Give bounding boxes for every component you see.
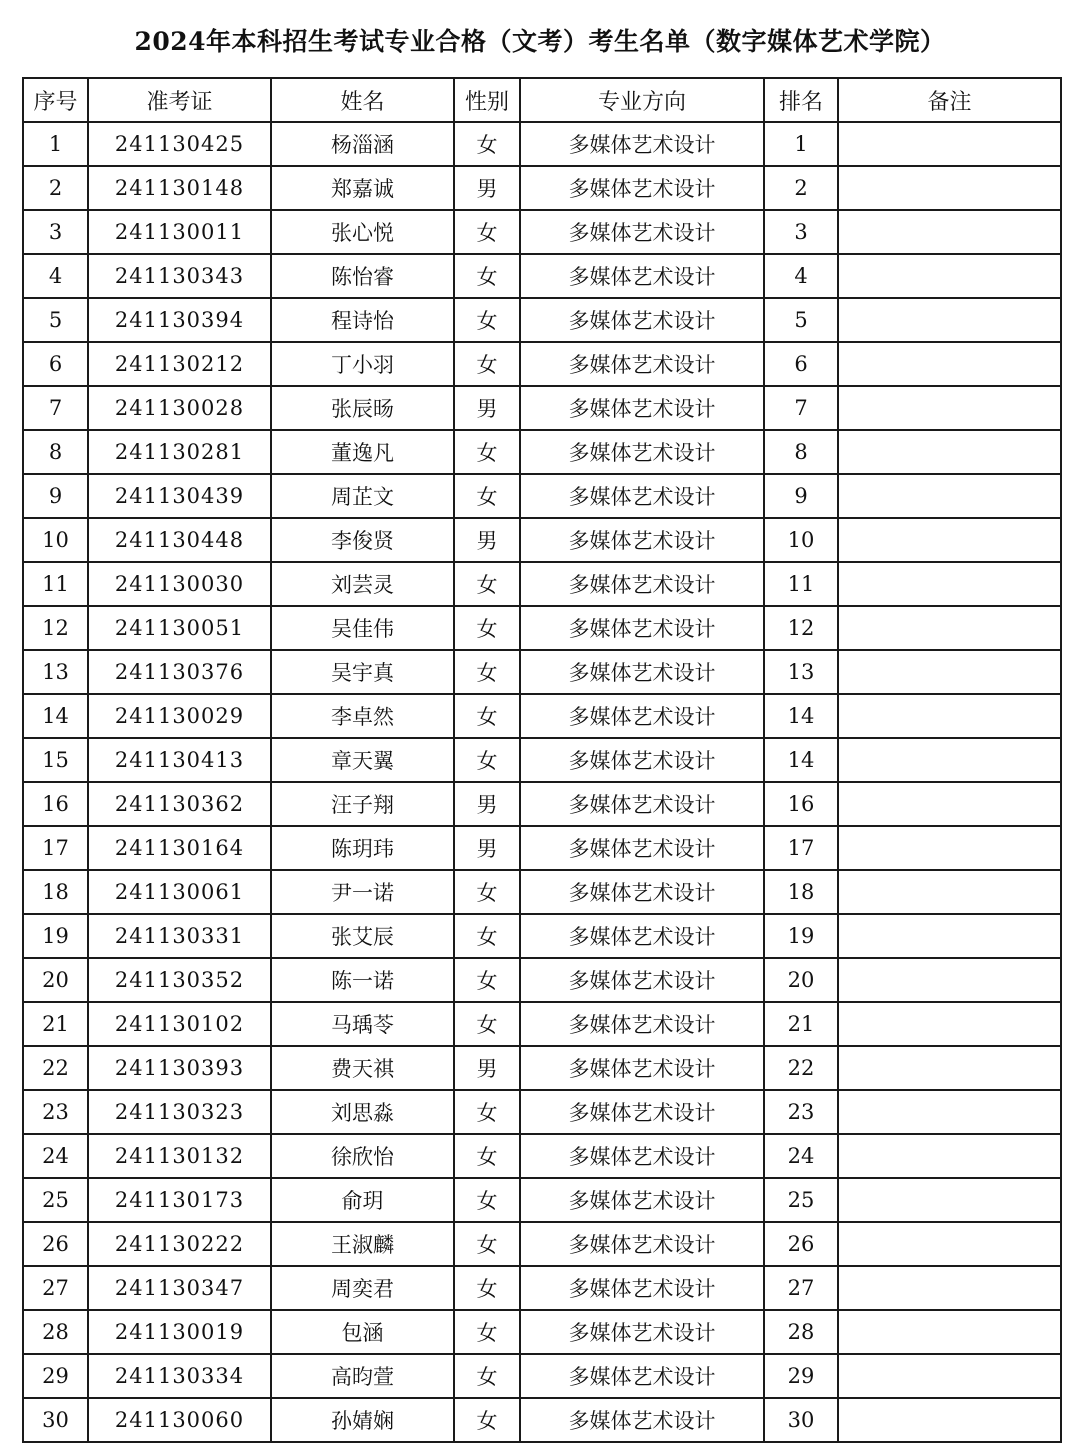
cell-rank: 14 [764, 694, 838, 738]
table-row [23, 914, 1061, 958]
cell-name: 李卓然 [271, 694, 454, 738]
cell-rank: 1 [764, 122, 838, 166]
cell-seq: 30 [23, 1398, 88, 1442]
cell-seq: 26 [23, 1222, 88, 1266]
table-row [23, 782, 1061, 826]
cell-name: 陈玥玮 [271, 826, 454, 870]
cell-major: 多媒体艺术设计 [520, 1046, 764, 1090]
cell-note [838, 1090, 1061, 1134]
cell-note [838, 1134, 1061, 1178]
table-row [23, 298, 1061, 342]
cell-exam-id: 241130376 [88, 650, 271, 694]
cell-major: 多媒体艺术设计 [520, 1134, 764, 1178]
cell-major: 多媒体艺术设计 [520, 210, 764, 254]
cell-exam-id: 241130148 [88, 166, 271, 210]
cell-gender: 女 [454, 606, 520, 650]
cell-major: 多媒体艺术设计 [520, 430, 764, 474]
cell-major: 多媒体艺术设计 [520, 122, 764, 166]
cell-name: 俞玥 [271, 1178, 454, 1222]
header-gender: 性别 [454, 78, 520, 122]
cell-note [838, 254, 1061, 298]
table-row [23, 386, 1061, 430]
cell-exam-id: 241130028 [88, 386, 271, 430]
cell-seq: 21 [23, 1002, 88, 1046]
cell-major: 多媒体艺术设计 [520, 474, 764, 518]
cell-gender: 女 [454, 694, 520, 738]
cell-rank: 20 [764, 958, 838, 1002]
cell-seq: 19 [23, 914, 88, 958]
cell-exam-id: 241130331 [88, 914, 271, 958]
cell-exam-id: 241130060 [88, 1398, 271, 1442]
cell-name: 费天祺 [271, 1046, 454, 1090]
cell-rank: 23 [764, 1090, 838, 1134]
cell-major: 多媒体艺术设计 [520, 606, 764, 650]
table-row [23, 1090, 1061, 1134]
table-body [23, 122, 1061, 1442]
cell-seq: 4 [23, 254, 88, 298]
cell-note [838, 1310, 1061, 1354]
cell-gender: 女 [454, 958, 520, 1002]
cell-rank: 19 [764, 914, 838, 958]
cell-gender: 女 [454, 1090, 520, 1134]
cell-seq: 22 [23, 1046, 88, 1090]
cell-exam-id: 241130448 [88, 518, 271, 562]
cell-gender: 女 [454, 1002, 520, 1046]
table-row [23, 694, 1061, 738]
cell-gender: 男 [454, 782, 520, 826]
table-row [23, 1134, 1061, 1178]
cell-gender: 女 [454, 1178, 520, 1222]
cell-gender: 女 [454, 1354, 520, 1398]
cell-gender: 男 [454, 386, 520, 430]
cell-major: 多媒体艺术设计 [520, 518, 764, 562]
cell-rank: 17 [764, 826, 838, 870]
cell-note [838, 782, 1061, 826]
cell-seq: 23 [23, 1090, 88, 1134]
cell-seq: 25 [23, 1178, 88, 1222]
cell-seq: 8 [23, 430, 88, 474]
cell-major: 多媒体艺术设计 [520, 166, 764, 210]
cell-seq: 5 [23, 298, 88, 342]
cell-note [838, 1266, 1061, 1310]
table-row [23, 210, 1061, 254]
cell-major: 多媒体艺术设计 [520, 298, 764, 342]
cell-exam-id: 241130061 [88, 870, 271, 914]
cell-name: 吴佳伟 [271, 606, 454, 650]
header-note: 备注 [838, 78, 1061, 122]
cell-rank: 13 [764, 650, 838, 694]
cell-exam-id: 241130281 [88, 430, 271, 474]
cell-gender: 女 [454, 738, 520, 782]
cell-major: 多媒体艺术设计 [520, 254, 764, 298]
table-row [23, 606, 1061, 650]
header-major: 专业方向 [520, 78, 764, 122]
cell-seq: 12 [23, 606, 88, 650]
cell-exam-id: 241130343 [88, 254, 271, 298]
table-row [23, 254, 1061, 298]
cell-rank: 6 [764, 342, 838, 386]
header-name: 姓名 [271, 78, 454, 122]
cell-exam-id: 241130334 [88, 1354, 271, 1398]
cell-note [838, 694, 1061, 738]
cell-note [838, 650, 1061, 694]
cell-note [838, 210, 1061, 254]
table-row [23, 1222, 1061, 1266]
cell-major: 多媒体艺术设计 [520, 914, 764, 958]
cell-note [838, 1222, 1061, 1266]
cell-major: 多媒体艺术设计 [520, 1310, 764, 1354]
cell-seq: 24 [23, 1134, 88, 1178]
cell-name: 程诗怡 [271, 298, 454, 342]
cell-exam-id: 241130173 [88, 1178, 271, 1222]
cell-gender: 女 [454, 870, 520, 914]
cell-note [838, 342, 1061, 386]
cell-major: 多媒体艺术设计 [520, 1266, 764, 1310]
cell-exam-id: 241130051 [88, 606, 271, 650]
cell-name: 李俊贤 [271, 518, 454, 562]
cell-gender: 女 [454, 474, 520, 518]
cell-rank: 30 [764, 1398, 838, 1442]
cell-note [838, 518, 1061, 562]
cell-name: 孙婧娴 [271, 1398, 454, 1442]
cell-name: 陈一诺 [271, 958, 454, 1002]
cell-gender: 女 [454, 914, 520, 958]
table-row [23, 1354, 1061, 1398]
cell-exam-id: 241130323 [88, 1090, 271, 1134]
cell-major: 多媒体艺术设计 [520, 826, 764, 870]
cell-name: 王淑麟 [271, 1222, 454, 1266]
cell-seq: 1 [23, 122, 88, 166]
cell-gender: 女 [454, 298, 520, 342]
cell-note [838, 826, 1061, 870]
cell-gender: 女 [454, 1398, 520, 1442]
cell-major: 多媒体艺术设计 [520, 958, 764, 1002]
cell-rank: 26 [764, 1222, 838, 1266]
cell-gender: 女 [454, 254, 520, 298]
cell-seq: 11 [23, 562, 88, 606]
cell-note [838, 958, 1061, 1002]
cell-rank: 10 [764, 518, 838, 562]
cell-note [838, 1398, 1061, 1442]
candidate-table [22, 77, 1062, 1443]
table-row [23, 1310, 1061, 1354]
cell-exam-id: 241130132 [88, 1134, 271, 1178]
cell-major: 多媒体艺术设计 [520, 738, 764, 782]
table-row [23, 166, 1061, 210]
cell-note [838, 738, 1061, 782]
cell-gender: 女 [454, 1134, 520, 1178]
cell-seq: 13 [23, 650, 88, 694]
cell-rank: 8 [764, 430, 838, 474]
cell-seq: 18 [23, 870, 88, 914]
cell-seq: 14 [23, 694, 88, 738]
cell-note [838, 562, 1061, 606]
cell-exam-id: 241130164 [88, 826, 271, 870]
table-row [23, 826, 1061, 870]
cell-major: 多媒体艺术设计 [520, 782, 764, 826]
cell-exam-id: 241130362 [88, 782, 271, 826]
table-row [23, 430, 1061, 474]
table-row [23, 738, 1061, 782]
table-row [23, 122, 1061, 166]
table-row [23, 1398, 1061, 1442]
cell-gender: 男 [454, 826, 520, 870]
cell-rank: 27 [764, 1266, 838, 1310]
table-row [23, 562, 1061, 606]
cell-exam-id: 241130019 [88, 1310, 271, 1354]
cell-note [838, 474, 1061, 518]
cell-exam-id: 241130030 [88, 562, 271, 606]
cell-rank: 14 [764, 738, 838, 782]
cell-gender: 女 [454, 562, 520, 606]
table-header-row [23, 78, 1061, 122]
cell-rank: 24 [764, 1134, 838, 1178]
cell-major: 多媒体艺术设计 [520, 650, 764, 694]
cell-name: 杨淄涵 [271, 122, 454, 166]
cell-major: 多媒体艺术设计 [520, 694, 764, 738]
cell-major: 多媒体艺术设计 [520, 870, 764, 914]
cell-gender: 女 [454, 342, 520, 386]
cell-rank: 28 [764, 1310, 838, 1354]
cell-major: 多媒体艺术设计 [520, 1178, 764, 1222]
cell-rank: 22 [764, 1046, 838, 1090]
cell-rank: 25 [764, 1178, 838, 1222]
cell-note [838, 606, 1061, 650]
cell-rank: 9 [764, 474, 838, 518]
cell-gender: 女 [454, 1266, 520, 1310]
cell-name: 尹一诺 [271, 870, 454, 914]
cell-name: 董逸凡 [271, 430, 454, 474]
cell-exam-id: 241130413 [88, 738, 271, 782]
cell-gender: 女 [454, 210, 520, 254]
cell-name: 陈怡睿 [271, 254, 454, 298]
cell-seq: 2 [23, 166, 88, 210]
cell-note [838, 870, 1061, 914]
cell-exam-id: 241130212 [88, 342, 271, 386]
cell-rank: 5 [764, 298, 838, 342]
cell-note [838, 1178, 1061, 1222]
cell-name: 包涵 [271, 1310, 454, 1354]
table-row [23, 958, 1061, 1002]
cell-note [838, 1002, 1061, 1046]
table-row [23, 1002, 1061, 1046]
cell-exam-id: 241130352 [88, 958, 271, 1002]
cell-name: 周奕君 [271, 1266, 454, 1310]
header-seq: 序号 [23, 78, 88, 122]
cell-note [838, 430, 1061, 474]
cell-note [838, 166, 1061, 210]
cell-name: 汪子翔 [271, 782, 454, 826]
cell-rank: 2 [764, 166, 838, 210]
cell-name: 徐欣怡 [271, 1134, 454, 1178]
cell-major: 多媒体艺术设计 [520, 386, 764, 430]
cell-major: 多媒体艺术设计 [520, 1398, 764, 1442]
page-title: 2024年本科招生考试专业合格（文考）考生名单（数字媒体艺术学院） [134, 27, 946, 56]
cell-note [838, 1046, 1061, 1090]
cell-note [838, 914, 1061, 958]
cell-gender: 男 [454, 166, 520, 210]
cell-seq: 15 [23, 738, 88, 782]
cell-rank: 4 [764, 254, 838, 298]
cell-major: 多媒体艺术设计 [520, 1002, 764, 1046]
cell-rank: 16 [764, 782, 838, 826]
cell-exam-id: 241130439 [88, 474, 271, 518]
cell-name: 丁小羽 [271, 342, 454, 386]
cell-name: 张艾辰 [271, 914, 454, 958]
cell-rank: 29 [764, 1354, 838, 1398]
cell-name: 刘芸灵 [271, 562, 454, 606]
cell-seq: 20 [23, 958, 88, 1002]
cell-seq: 17 [23, 826, 88, 870]
cell-rank: 11 [764, 562, 838, 606]
cell-gender: 男 [454, 1046, 520, 1090]
cell-exam-id: 241130222 [88, 1222, 271, 1266]
cell-exam-id: 241130029 [88, 694, 271, 738]
cell-major: 多媒体艺术设计 [520, 562, 764, 606]
cell-gender: 女 [454, 430, 520, 474]
cell-seq: 27 [23, 1266, 88, 1310]
cell-note [838, 122, 1061, 166]
cell-exam-id: 241130347 [88, 1266, 271, 1310]
cell-gender: 男 [454, 518, 520, 562]
cell-gender: 女 [454, 1310, 520, 1354]
cell-exam-id: 241130394 [88, 298, 271, 342]
cell-rank: 3 [764, 210, 838, 254]
cell-note [838, 1354, 1061, 1398]
cell-major: 多媒体艺术设计 [520, 1222, 764, 1266]
header-exam-id: 准考证 [88, 78, 271, 122]
cell-exam-id: 241130011 [88, 210, 271, 254]
cell-note [838, 298, 1061, 342]
cell-major: 多媒体艺术设计 [520, 1354, 764, 1398]
cell-name: 马瑀苓 [271, 1002, 454, 1046]
cell-note [838, 386, 1061, 430]
table-row [23, 474, 1061, 518]
cell-name: 张辰旸 [271, 386, 454, 430]
cell-seq: 16 [23, 782, 88, 826]
cell-exam-id: 241130425 [88, 122, 271, 166]
cell-seq: 6 [23, 342, 88, 386]
cell-seq: 3 [23, 210, 88, 254]
cell-name: 张心悦 [271, 210, 454, 254]
cell-seq: 28 [23, 1310, 88, 1354]
cell-exam-id: 241130393 [88, 1046, 271, 1090]
cell-major: 多媒体艺术设计 [520, 342, 764, 386]
cell-gender: 女 [454, 1222, 520, 1266]
table-row [23, 342, 1061, 386]
cell-gender: 女 [454, 650, 520, 694]
cell-seq: 10 [23, 518, 88, 562]
cell-name: 刘思淼 [271, 1090, 454, 1134]
cell-seq: 9 [23, 474, 88, 518]
cell-gender: 女 [454, 122, 520, 166]
table-row [23, 1266, 1061, 1310]
cell-name: 郑嘉诚 [271, 166, 454, 210]
table-row [23, 650, 1061, 694]
cell-rank: 18 [764, 870, 838, 914]
table-row [23, 1178, 1061, 1222]
cell-name: 高昀萱 [271, 1354, 454, 1398]
header-rank: 排名 [764, 78, 838, 122]
cell-exam-id: 241130102 [88, 1002, 271, 1046]
cell-rank: 21 [764, 1002, 838, 1046]
cell-major: 多媒体艺术设计 [520, 1090, 764, 1134]
table-row [23, 518, 1061, 562]
cell-rank: 7 [764, 386, 838, 430]
cell-name: 章天翼 [271, 738, 454, 782]
cell-seq: 7 [23, 386, 88, 430]
cell-name: 吴宇真 [271, 650, 454, 694]
table-row [23, 1046, 1061, 1090]
table-row [23, 870, 1061, 914]
cell-name: 周芷文 [271, 474, 454, 518]
cell-seq: 29 [23, 1354, 88, 1398]
cell-rank: 12 [764, 606, 838, 650]
